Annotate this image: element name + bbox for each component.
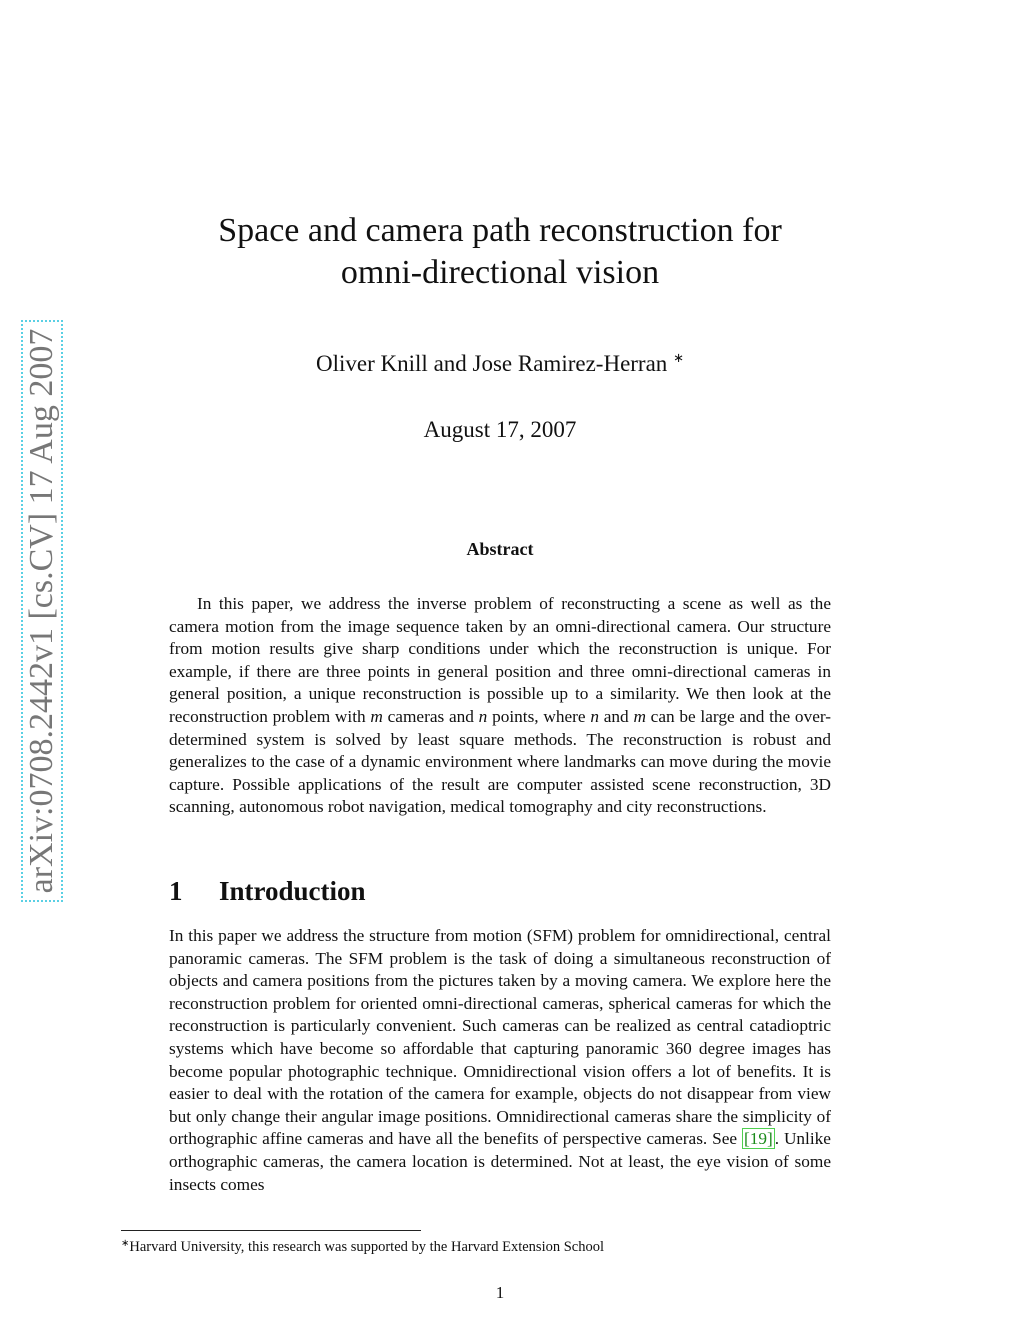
abstract-var-m: m [370,706,383,726]
intro-text-2: . Unlike orthographic cameras, the camera location is determined. Not at least, the eye vision of some insects comes [169,1129,831,1194]
authors [150,344,850,378]
introduction-body [169,925,831,1196]
section-title: Introduction [219,876,366,906]
abstract-heading: Abstract [466,539,534,559]
page-number: 1 [495,1283,505,1302]
paper-date: August 17, 2007 [423,417,577,442]
abstract-body [169,593,831,819]
abstract-text-5: can be large and the over-determined system is solved by least square methods. The reconstruction is robust and generalizes to the case of a dynamic environment where landmarks can move during the movie capture. Possible applications of the result are computer assisted scene reconstruction, 3D scanning, autonomous robot navigation, medical tomography and city reconstructions. [169,706,832,817]
abstract-var-n: n [590,706,599,726]
footnote-marker: ∗ [121,1238,130,1249]
citation-link[interactable]: [19] [743,1129,773,1149]
abstract-var-n: n [478,706,488,726]
footnote-text: Harvard University, this research was supported by the Harvard Extension School [129,1239,605,1255]
arxiv-stamp-text: arXiv:0708.2442v1 [cs.CV] 17 Aug 2007 [23,328,60,894]
abstract-var-m: m [633,706,646,726]
paper-title [150,210,850,294]
abstract-text-2: cameras and [387,706,474,726]
abstract-text-3: points, where [492,706,586,726]
author-names: Oliver Knill and Jose Ramirez-Herran [316,351,668,376]
abstract-text-1: In this paper, we address the inverse problem of reconstructing a scene as well as the camera motion from the image sequence taken by an omni-directional camera. Our structure from motion results give sharp conditions under which the reconstruction is unique. For example, if there are three points in general position and three omni-directional cameras in general position, a unique reconstruction is possible up to a similarity. We then look at the reconstruction problem with [169,594,831,726]
title-line-2: omni-directional vision [340,254,660,291]
section-heading-introduction [169,874,831,908]
title-line-1: Space and camera path reconstruction for [218,212,782,249]
abstract-text-4: and [603,706,629,726]
footnote-rule [121,1230,421,1231]
footnote [121,1234,841,1257]
author-footnote-marker[interactable]: ∗ [673,350,684,365]
intro-text-1: In this paper we address the structure from motion (SFM) problem for omnidirectional, central panoramic cameras. The SFM problem is the task of doing a simultaneous reconstruction of objects and camera positions from the pictures taken by a moving camera. We explore here the reconstruction problem for oriented omni-directional cameras, spherical cameras for which the reconstruction is particularly convenient. Such cameras can be realized as central catadioptric systems which have become so affordable that capturing panoramic 360 degree images has become popular photographic technique. Omnidirectional vision offers a lot of benefits. It is easier to deal with the rotation of the camera for example, objects do not disappear from view but only change their angular image positions. Omnidirectional cameras share the simplicity of orthographic affine cameras and have all the benefits of perspective cameras. See [169,926,831,1149]
section-number: 1 [169,876,183,906]
